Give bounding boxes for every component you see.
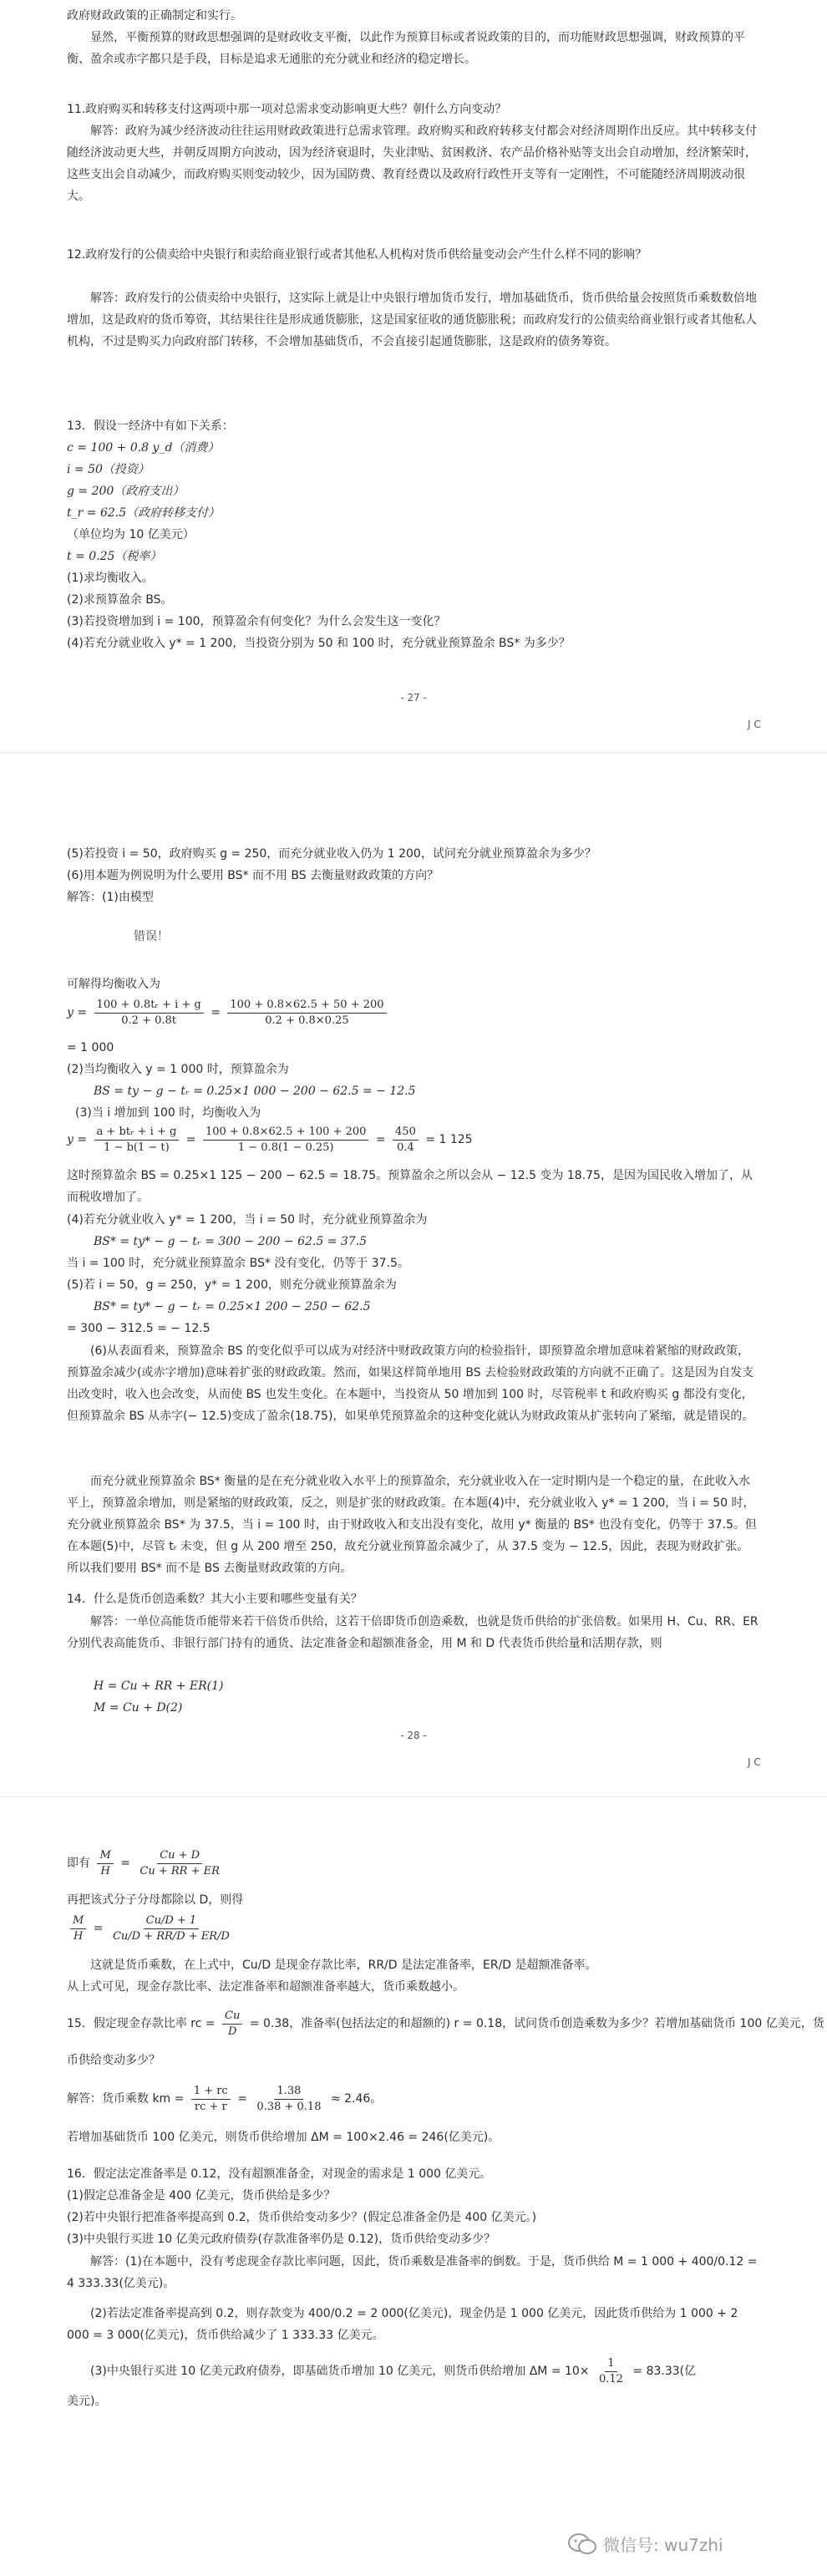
page-29	[0, 1830, 827, 2576]
budget-surplus-eq: BS = ty − g − tᵣ = 0.25×1 000 − 200 − 62.5 = − 12.5	[94, 1085, 416, 1098]
fraction: $\frac{Cu + D}{Cu + RR + ER}$	[140, 1848, 220, 1877]
page-divider	[0, 752, 827, 753]
question-11: 11.政府购买和转移支付这两项中那一项对总需求变动影响更大些？朝什么方向变动？	[67, 103, 507, 116]
multiplier-conclusion: 从上式可见，现金存款比率、法定准备率和超额准备率越大，货币乘数越小。	[67, 1980, 464, 1994]
answer-6-continued: 而充分就业预算盈余 BS* 衡量的是在充分就业收入水平上的预算盈余，充分就业收入在一定时期内是一个稳定的量，在此收入水平上，预算盈余增加，则是紧缩的财政政策，反之，则是扩张的财政政策。在本题(4)中，充分就业收入 y* = 1 200，当 i = 50 时，充分就业预算盈余 BS* 为 37.5，当 i = 100 时，由于财政收入和支出没有变化，故用 y* 衡量的 BS* 也没有变化，仍等于 37.5。但在本题(5)中，尽管 tᵣ 未变，但 g 从 200 增至 250，故充分就业预算盈余减少了，从 37.5 变为 − 12.5，因此，表现为财政扩张。所以我们要用 BS* 而不是 BS 去衡量财政政策的方向。	[67, 1475, 757, 1575]
answer-16-3-end: 美元)。	[67, 2395, 107, 2408]
answer-16-3: (3)中央银行买进 10 亿美元政府债券，即基础货币增加 10 亿美元，则货币供给增加 ΔM = 10× $\frac{1}{0.12}$ = 83.33(亿	[90, 2356, 697, 2385]
text-line: 政府财政政策的正确制定和实行。	[67, 9, 242, 23]
sub-question-1: (1)求均衡收入。	[67, 572, 154, 585]
question-16: 16．假定法定准备率是 0.12，没有超额准备金，对现金的需求是 1 000 亿美元。	[67, 2167, 492, 2181]
fraction: $\frac{100 + 0.8\times 62.5 + 100 + 200}{1 - 0.8(1 - 0.25)}$	[203, 1125, 368, 1156]
model-eq-government: g = 200（政府支出）	[67, 485, 185, 498]
model-eq-investment: i = 50（投资）	[67, 463, 150, 476]
question-13: 13．假设一经济中有如下关系：	[67, 419, 234, 433]
fraction: $\frac{M}{H}$	[97, 1848, 113, 1879]
answer-15: 解答：货币乘数 km = $\frac{1 + rc}{rc + r}$ = $\frac{1.38}{0.38 + 0.18}$ ≈ 2.46。	[67, 2084, 383, 2113]
answer-15-result: 若增加基础货币 100 亿美元，则货币供给增加 ΔM = 100×2.46 = 246(亿美元)。	[67, 2131, 500, 2144]
answer-6: (6)从表面看来，预算盈余 BS 的变化似乎可以成为对经济中财政政策方向的检验指针，即预算盈余增加意味着紧缩的财政政策，预算盈余减少(或赤字增加)意味着扩张的财政政策。然而，如果这样简单地用 BS 去检验财政政策的方向就不正确了。这是因为自发支出改变时，收入也会改变，从而使 BS 也发生变化。在本题中，当投资从 50 增加到 100 时，尽管税率 t 和政府购买 g 都没有变化，但预算盈余 BS 从赤字(− 12.5)变成了盈余(18.75)，如果单凭预算盈余的这种变化就认为财政政策从扩张转向了紧缩，就是错误的。	[67, 1344, 754, 1423]
sub-question-4: (4)若充分就业收入 y* = 1 200，当投资分别为 50 和 100 时，充分就业预算盈余 BS* 为多少？	[67, 637, 571, 650]
error-placeholder: 错误！	[134, 930, 169, 943]
page-footer-mark: J C	[748, 1756, 761, 1768]
page-28	[0, 827, 827, 1813]
equation-2: M = Cu + D(2)	[94, 1701, 183, 1715]
answer-5: (5)若 i = 50，g = 250，y* = 1 200，则充分就业预算盈余为	[67, 1278, 397, 1292]
answer-11: 解答：政府为减少经济波动往往运用财政政策进行总需求管理。政府购买和政府转移支付都会对经济周期作出反应。其中转移支付随经济波动更大些，并朝反周期方向波动，因为经济衰退时，失业津贴、贫困救济、农产品价格补贴等支出会自动增加，经济繁荣时，这些支出会自动减少，而政府购买则变动较少，因为国防费、教育经费以及政府行政性开支等有一定刚性，不可能随经济周期波动很大。	[67, 124, 757, 203]
answer-14: 解答：一单位高能货币能带来若干倍货币供给，这若干倍即货币创造乘数，也就是货币供给的扩张倍数。如果用 H、Cu、RR、ER 分别代表高能货币、非银行部门持有的通货、法定准备金和超额准备金，用 M 和 D 代表货币供给量和活期存款，则	[67, 1615, 759, 1650]
multiplier-explanation: 这就是货币乘数，在上式中，Cu/D 是现金存款比率，RR/D 是法定准备率，ER/D 是超额准备率。	[90, 1959, 597, 1972]
wechat-icon	[568, 2533, 596, 2555]
full-employment-surplus-result: = 300 − 312.5 = − 12.5	[67, 1322, 211, 1335]
page-number: - 28 -	[400, 1730, 427, 1741]
fraction: $\frac{1}{0.12}$	[599, 2356, 623, 2385]
fraction: $\frac{\text{a + btᵣ + i + g}}{1 - b(1 - t)}$	[94, 1125, 180, 1156]
answer-2: (2)当均衡收入 y = 1 000 时，预算盈余为	[67, 1063, 289, 1076]
sub-question-2: (2)求预算盈余 BS。	[67, 593, 173, 607]
equilibrium-formula: y = $\frac{\text{100 + 0.8tᵣ + i + g}}{0.2 + 0.8t}$ = $\frac{100 + 0.8\times 62.5 + 50 + 200}{0.2 + 0.8\times 0.25}$	[67, 994, 390, 1031]
page-divider	[0, 1796, 827, 1797]
answer-16-2: (2)若法定准备率提高到 0.2，则存款变为 400/0.2 = 2 000(亿美元)，现金仍是 1 000 亿美元，因此货币供给为 1 000 + 2 000 = 3 000(亿美元)，货币供给减少了 1 333.33 亿美元。	[67, 2307, 738, 2342]
page-number: - 27 -	[400, 692, 427, 704]
question-16-2: (2)若中央银行把准备率提高到 0.2，货币供给变动多少？(假定总准备金仍是 400 亿美元。)	[67, 2211, 537, 2224]
model-eq-consumption: c = 100 + 0.8 y_d（消费）	[67, 441, 220, 455]
answer-16-1: 解答：(1)在本题中，没有考虑现金存款比率问题，因此，货币乘数是准备率的倒数。于是，货币供给 M = 1 000 + 400/0.12 = 4 333.33(亿美元)。	[67, 2255, 758, 2290]
question-16-1: (1)假定总准备金是 400 亿美元，货币供给是多少？	[67, 2189, 336, 2203]
formula-multiplier-2: $\frac{M}{H}$ = $\frac{Cu/D + 1}{Cu/D + RR/D + ER/D}$	[67, 1910, 236, 1947]
fraction: $\frac{Cu/D + 1}{Cu/D + RR/D + ER/D}$	[112, 1913, 230, 1943]
question-16-3: (3)中央银行买进 10 亿美元政府债券(存款准备率仍是 0.12)，货币供给变动多少？	[67, 2233, 496, 2246]
fraction: $\frac{100 + 0.8\times 62.5 + 50 + 200}{0.2 + 0.8\times 0.25}$	[227, 998, 386, 1029]
question-15: 15．假定现金存款比率 rc = $\frac{Cu}{D}$ = 0.38，准备率(包括法定的和超额的) r = 0.18，试问货币创造乘数为多少？若增加基础货币 100 亿美元，货币供给变动多少？	[67, 2009, 824, 2067]
wechat-watermark	[568, 2532, 723, 2556]
model-unit-note: （单位均为 10 亿美元）	[67, 528, 195, 541]
equation-1: H = Cu + RR + ER(1)	[94, 1679, 224, 1693]
answer-3: (3)当 i 增加到 100 时，均衡收入为	[75, 1106, 261, 1120]
derivation-text: 再把该式分子分母都除以 D，则得	[67, 1893, 244, 1907]
page-footer-mark: J C	[748, 719, 761, 730]
fraction: $\frac{450}{0.4}$	[393, 1125, 419, 1156]
answer-12: 解答：政府发行的公债卖给中央银行，这实际上就是让中央银行增加货币发行，增加基础货币，货币供给量会按照货币乘数数倍地增加，这是政府的货币筹资，其结果往往是形成通货膨胀，这是国家征收的通货膨胀税；而政府发行的公债卖给商业银行或者其他私人机构，不过是购买力向政府部门转移，不会增加基础货币，不会直接引起通货膨胀，这是政府的债务筹资。	[67, 292, 757, 348]
answer-4: (4)若充分就业收入 y* = 1 200，当 i = 50 时，充分就业预算盈余为	[67, 1213, 428, 1227]
full-employment-surplus-eq-2: BS* = ty* − g − tᵣ = 0.25×1 200 − 250 − 62.5	[94, 1300, 371, 1313]
model-eq-transfer: t_r = 62.5（政府转移支付）	[67, 506, 221, 520]
page-27	[0, 0, 827, 730]
answer-3-text: 这时预算盈余 BS = 0.25×1 125 − 200 − 62.5 = 18.75。预算盈余之所以会从 − 12.5 变为 18.75，是因为国民收入增加了，从而税收增加了。	[67, 1169, 753, 1204]
question-14: 14．什么是货币创造乘数？其大小主要和哪些变量有关？	[67, 1593, 363, 1606]
sub-question-3: (3)若投资增加到 i = 100，预算盈余有何变化？为什么会发生这一变化？	[67, 615, 446, 628]
answer-13-intro: 解答：(1)由模型	[67, 891, 154, 904]
equilibrium-result: = 1 000	[67, 1041, 114, 1054]
answer-4-text: 当 i = 100 时，充分就业预算盈余 BS* 没有变化，仍等于 37.5。	[67, 1257, 409, 1270]
fraction: $\frac{Cu}{D}$	[222, 2009, 242, 2040]
equilibrium-formula-2: y = $\frac{\text{a + btᵣ + i + g}}{1 - b(1 - t)}$ = $\frac{100 + 0.8\times 62.5 + 100 + 200}{1 - 0.8(1 - 0.25)}$ = $\frac{450}{0.4}$ = 1 125	[67, 1125, 473, 1154]
paragraph: 显然，平衡预算的财政思想强调的是财政收支平衡，以此作为预算目标或者说政策的目的，而功能财政思想强调，财政预算的平衡、盈余或赤字都只是手段，目标是追求无通胀的充分就业和经济的稳定增长。	[67, 31, 745, 66]
fraction: $\frac{1.38}{0.38 + 0.18}$	[256, 2084, 322, 2113]
fraction: $\frac{\text{100 + 0.8tᵣ + i + g}}{0.2 + 0.8t}$	[94, 998, 204, 1029]
model-eq-tax: t = 0.25（税率）	[67, 550, 162, 563]
fraction: $\frac{1 + rc}{rc + r}$	[191, 2084, 231, 2115]
watermark-text: 微信号: wu7zhi	[603, 2535, 723, 2555]
question-12: 12.政府发行的公债卖给中央银行和卖给商业银行或者其他私人机构对货币供给量变动会产生什么样不同的影响？	[67, 248, 647, 262]
full-employment-surplus-eq: BS* = ty* − g − tᵣ = 300 − 200 − 62.5 = 37.5	[94, 1235, 368, 1248]
formula-multiplier-1: 即有 $\frac{M}{H}$ = $\frac{Cu + D}{Cu + RR + ER}$	[67, 1845, 226, 1882]
equilibrium-intro: 可解得均衡收入为	[67, 978, 160, 991]
fraction: $\frac{M}{H}$	[70, 1913, 86, 1944]
sub-question-5: (5)若投资 i = 50，政府购买 g = 250，而充分就业收入仍为 1 200，试问充分就业预算盈余为多少？	[67, 847, 596, 861]
sub-question-6: (6)用本题为例说明为什么要用 BS* 而不用 BS 去衡量财政政策的方向？	[67, 869, 439, 882]
